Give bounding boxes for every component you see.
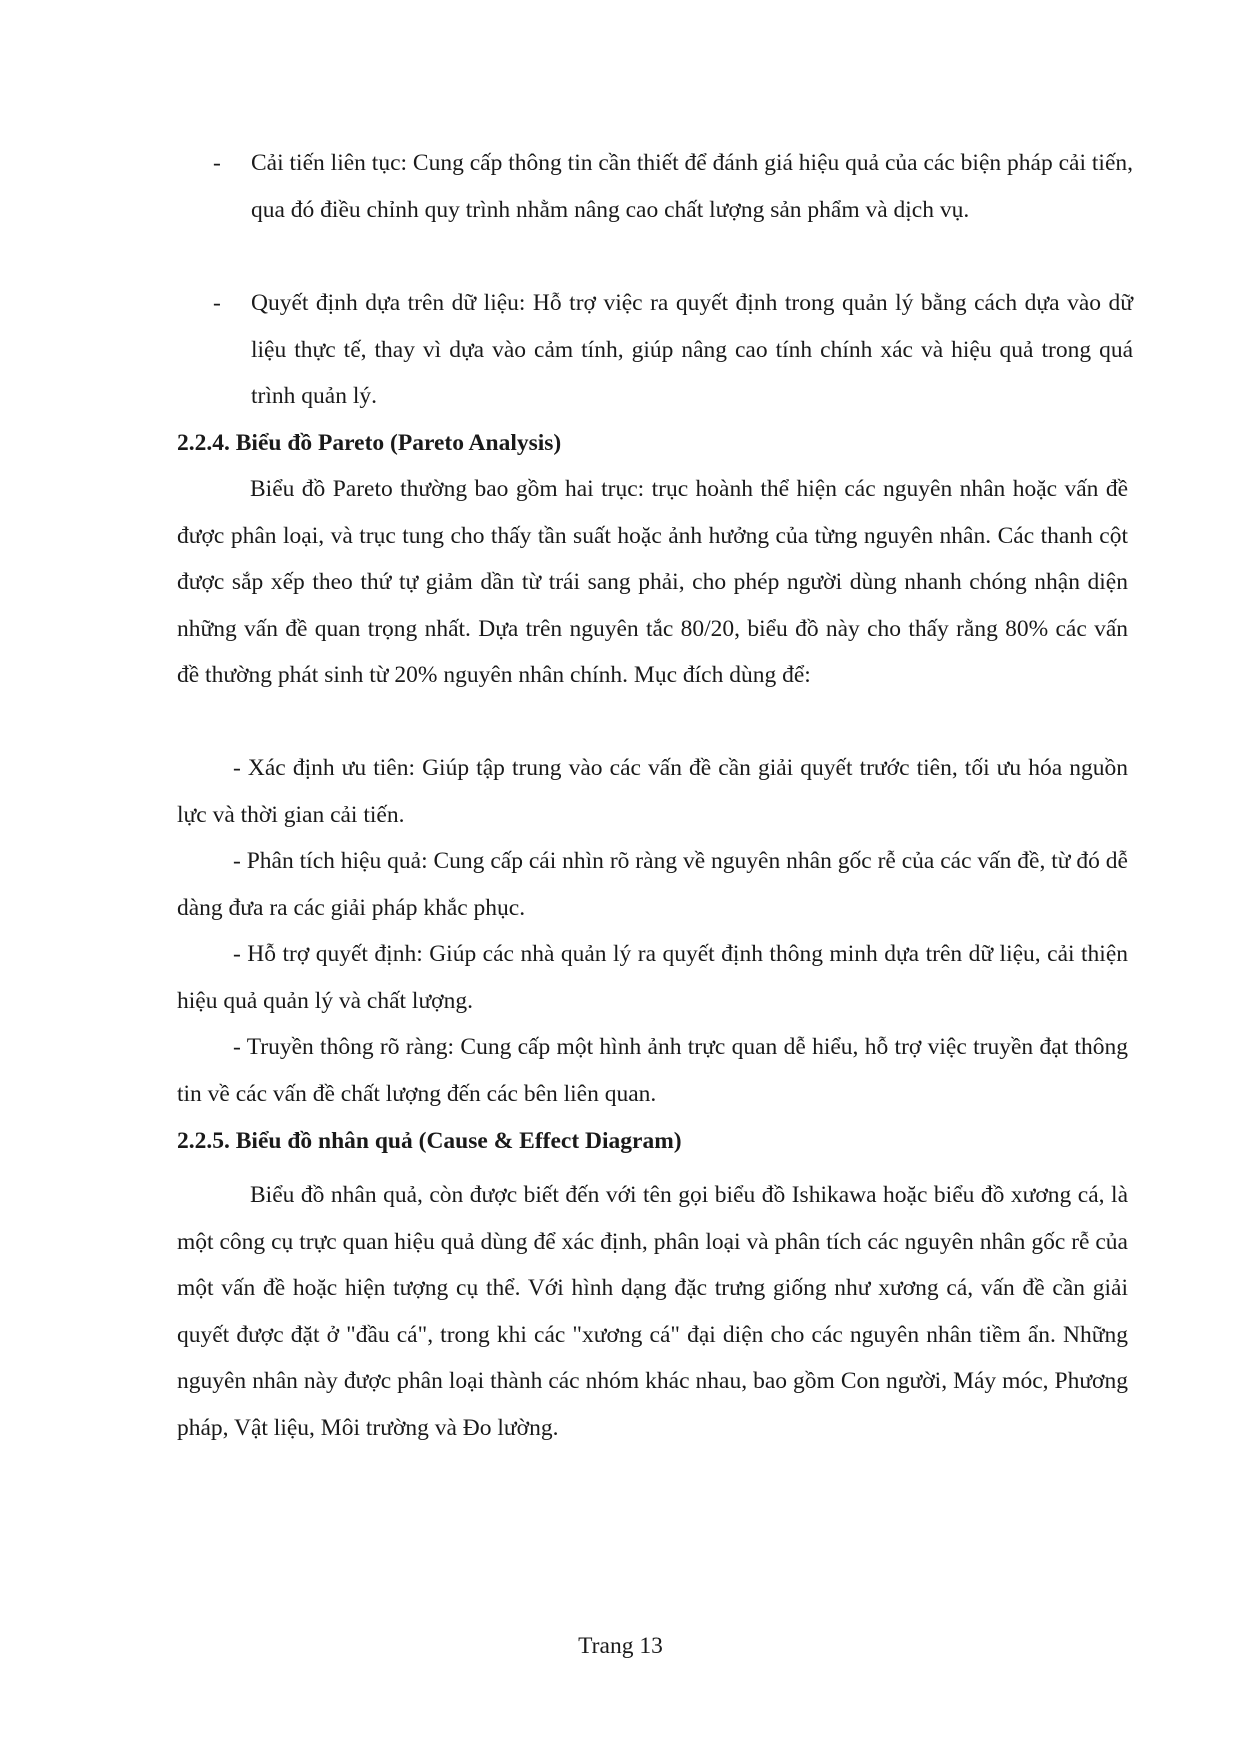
list-item-priority: - Xác định ưu tiên: Giúp tập trung vào các vấn đề cần giải quyết trước tiên, tối ưu hóa nguồn lực và thời gian cải tiến. — [177, 755, 1128, 828]
paragraph-cause-effect: Biểu đồ nhân quả, còn được biết đến với tên gọi biểu đồ Ishikawa hoặc biểu đồ xương cá, là một công cụ trực quan hiệu quả dùng để xác định, phân loại và phân tích các nguyên nhân gốc rễ của một vấn đề hoặc hiện tượng cụ thể. Với hình dạng đặc trưng giống như xương cá, vấn đề cần giải quyết được đặt ở "đầu cá", trong khi các "xương cá" đại diện cho các nguyên nhân tiềm ẩn. Những nguyên nhân này được phân loại thành các nhóm khác nhau, bao gồm Con người, Máy móc, Phương pháp, Vật liệu, Môi trường và Đo lường. — [177, 1182, 1128, 1441]
bullet-data-driven-decision — [213, 280, 1133, 420]
bullet-dash: - — [213, 150, 221, 176]
paragraph-pareto: Biểu đồ Pareto thường bao gồm hai trục: trục hoành thể hiện các nguyên nhân hoặc vấn đề được phân loại, và trục tung cho thấy tần suất hoặc ảnh hưởng của từng nguyên nhân. Các thanh cột được sắp xếp theo thứ tự giảm dần từ trái sang phải, cho phép người dùng nhanh chóng nhận diện những vấn đề quan trọng nhất. Dựa trên nguyên tắc 80/20, biểu đồ này cho thấy rằng 80% các vấn đề thường phát sinh từ 20% nguyên nhân chính. Mục đích dùng để: — [177, 476, 1128, 688]
bullet-text: Cải tiến liên tục: Cung cấp thông tin cần thiết để đánh giá hiệu quả của các biện pháp cải tiến, qua đó điều chỉnh quy trình nhằm nâng cao chất lượng sản phẩm và dịch vụ. — [251, 150, 1133, 223]
list-item-decision: - Hỗ trợ quyết định: Giúp các nhà quản lý ra quyết định thông minh dựa trên dữ liệu, cải thiện hiệu quả quản lý và chất lượng. — [177, 941, 1128, 1014]
bullet-text: Quyết định dựa trên dữ liệu: Hỗ trợ việc ra quyết định trong quản lý bằng cách dựa vào dữ liệu thực tế, thay vì dựa vào cảm tính, giúp nâng cao tính chính xác và hiệu quả trong quá trình quản lý. — [251, 290, 1133, 409]
bullet-dash: - — [213, 290, 221, 316]
heading-cause-effect: 2.2.5. Biểu đồ nhân quả (Cause & Effect Diagram) — [177, 1128, 682, 1154]
page-number: Trang 13 — [578, 1633, 663, 1659]
list-item-analysis: - Phân tích hiệu quả: Cung cấp cái nhìn rõ ràng về nguyên nhân gốc rễ của các vấn đề, từ đó dễ dàng đưa ra các giải pháp khắc phục. — [177, 848, 1128, 921]
heading-pareto: 2.2.4. Biểu đồ Pareto (Pareto Analysis) — [177, 430, 562, 456]
list-item-communication: - Truyền thông rõ ràng: Cung cấp một hình ảnh trực quan dễ hiểu, hỗ trợ việc truyền đạt thông tin về các vấn đề chất lượng đến các bên liên quan. — [177, 1034, 1128, 1107]
bullet-continuous-improvement — [213, 140, 1133, 233]
